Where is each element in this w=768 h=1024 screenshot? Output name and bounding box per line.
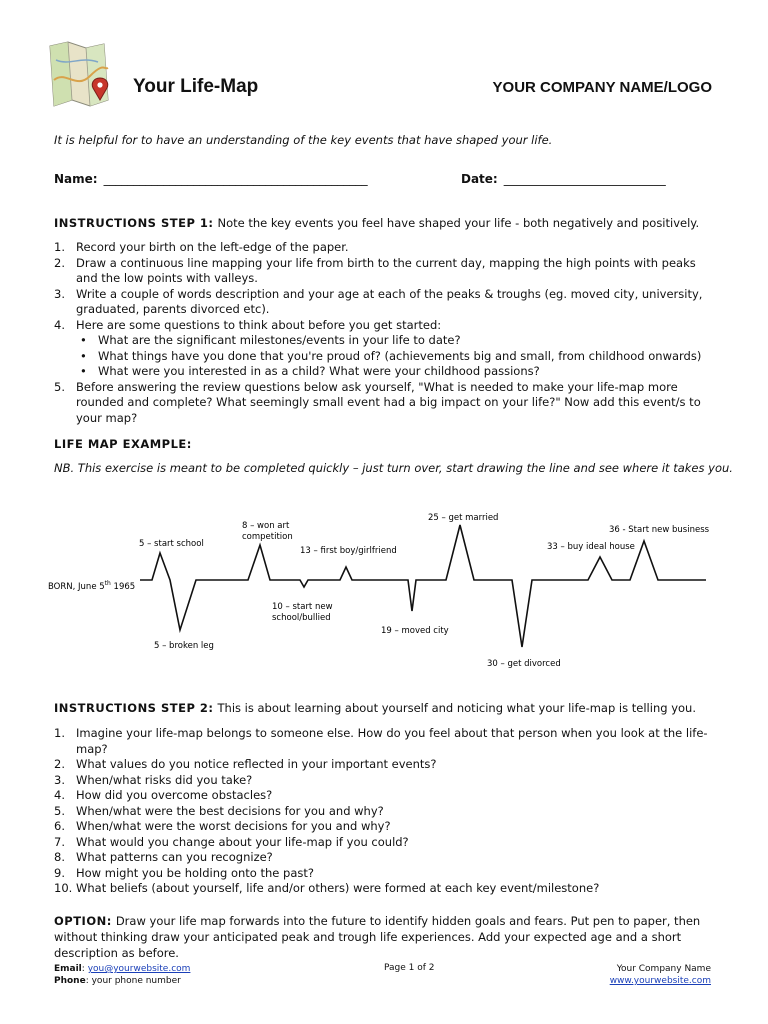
date-label: Date: [461, 172, 498, 186]
bullet-item: • What are the significant milestones/events in your life to date? [76, 333, 718, 349]
step2-heading-row [54, 701, 724, 715]
step1-list [54, 240, 718, 426]
website-link[interactable]: www.yourwebsite.com [609, 976, 711, 986]
list-item: 5. When/what were the best decisions for you and why? [54, 803, 384, 818]
email-label: Email [54, 964, 82, 974]
list-item: 2. What values do you notice reflected in your important events? [54, 757, 437, 771]
bullet-item: • What were you interested in as a child? What were your childhood passions? [76, 364, 718, 380]
event-label-broken-leg: 5 – broken leg [154, 641, 214, 651]
step2-list [54, 726, 734, 897]
event-label-business: 36 - Start new business [609, 525, 710, 535]
event-label-divorced: 30 – get divorced [487, 659, 561, 669]
event-label-house: 33 – buy ideal house [547, 542, 635, 552]
name-line[interactable]: ____________________________________________ [103, 172, 368, 186]
list-item: 8. What patterns can you recognize? [54, 850, 273, 864]
company-logo-text: YOUR COMPANY NAME/LOGO [492, 79, 712, 96]
option-heading: OPTION: [54, 914, 112, 928]
step1-text: Note the key events you feel have shaped your life - both negatively and positively. [217, 216, 700, 230]
step1-heading: INSTRUCTIONS STEP 1: [54, 216, 214, 230]
list-item: 1. Imagine your life-map belongs to someone else. How do you feel about that person when you look at the life-map? [54, 726, 708, 756]
page-title: Your Life-Map [133, 76, 259, 97]
event-label-married: 25 – get married [428, 513, 499, 523]
event-label-moved-city: 19 – moved city [381, 626, 449, 636]
list-item: 7. What would you change about your life-map if you could? [54, 834, 409, 849]
example-note: NB. This exercise is meant to be completed quickly – just turn over, start drawing the line and see where it takes you. [54, 461, 733, 475]
email-link[interactable]: you@yourwebsite.com [87, 964, 191, 974]
list-item: 4. Here are some questions to think about before you get started: • What are the significant milestones/events in your life to date? • What things have you done that you're proud of? (achievements big and small, from childhood onwards) • What were you interested in as a child? What were your childhood passions? [54, 318, 718, 380]
footer-contact: Email: you@yourwebsite.com Phone: your phone number [54, 964, 191, 986]
event-label-art-competition: 8 – won art competition [242, 521, 293, 542]
date-field[interactable] [461, 172, 666, 186]
list-item: 9. How might you be holding onto the past? [54, 865, 314, 880]
step1-heading-row [54, 216, 724, 230]
list-item: 6. When/what were the worst decisions for you and why? [54, 819, 391, 833]
step1-bullets [54, 333, 718, 380]
born-label: BORN, June 5th 1965 [48, 580, 136, 592]
list-item: 5. Before answering the review questions below ask yourself, "What is needed to make your life-map more rounded and complete? What seemingly small event had a big impact on your life?" Now add this event/s to your map? [54, 379, 701, 425]
name-label: Name: [54, 172, 98, 186]
option-text: Draw your life map forwards into the future to identify hidden goals and fears. Put pen to paper, then without thinking draw your anticipated peak and trough life experiences. Add your expected age and a short description as before. [54, 914, 701, 960]
footer-company-name: Your Company Name [616, 964, 711, 974]
list-item: 3. Write a couple of words description and your age at each of the peaks & troughs (eg. moved city, university, graduated, parents divorced etc). [54, 286, 703, 316]
example-heading: LIFE MAP EXAMPLE: [54, 437, 192, 451]
phone-label: Phone [54, 976, 86, 986]
event-label-first-boyfriend: 13 – first boy/girlfriend [300, 546, 397, 556]
page-number: Page 1 of 2 [384, 963, 435, 973]
step2-text: This is about learning about yourself and noticing what your life-map is telling you. [217, 701, 696, 715]
life-map-chart [0, 505, 768, 675]
list-item: 4. How did you overcome obstacles? [54, 788, 273, 802]
list-item: 10. What beliefs (about yourself, life and/or others) were formed at each key event/milestone? [54, 881, 600, 895]
date-line[interactable]: ___________________________ [503, 172, 666, 186]
event-label-start-school: 5 – start school [139, 539, 204, 549]
phone-value: your phone number [91, 976, 181, 986]
step2-heading: INSTRUCTIONS STEP 2: [54, 701, 214, 715]
folded-map-pin-icon [46, 40, 116, 110]
list-item: 1. Record your birth on the left-edge of the paper. [54, 240, 349, 254]
bullet-item: • What things have you done that you're proud of? (achievements big and small, from childhood onwards) [76, 349, 718, 365]
event-label-new-school: 10 – start new school/bullied [272, 602, 333, 623]
list-item: 3. When/what risks did you take? [54, 772, 253, 787]
footer-company [610, 963, 711, 987]
list-item: 2. Draw a continuous line mapping your life from birth to the current day, mapping the high points with peaks and the low points with valleys. [54, 255, 696, 285]
intro-text: It is helpful for to have an understanding of the key events that have shaped your life. [54, 133, 553, 147]
option-paragraph [54, 913, 722, 961]
name-field[interactable] [54, 172, 368, 186]
